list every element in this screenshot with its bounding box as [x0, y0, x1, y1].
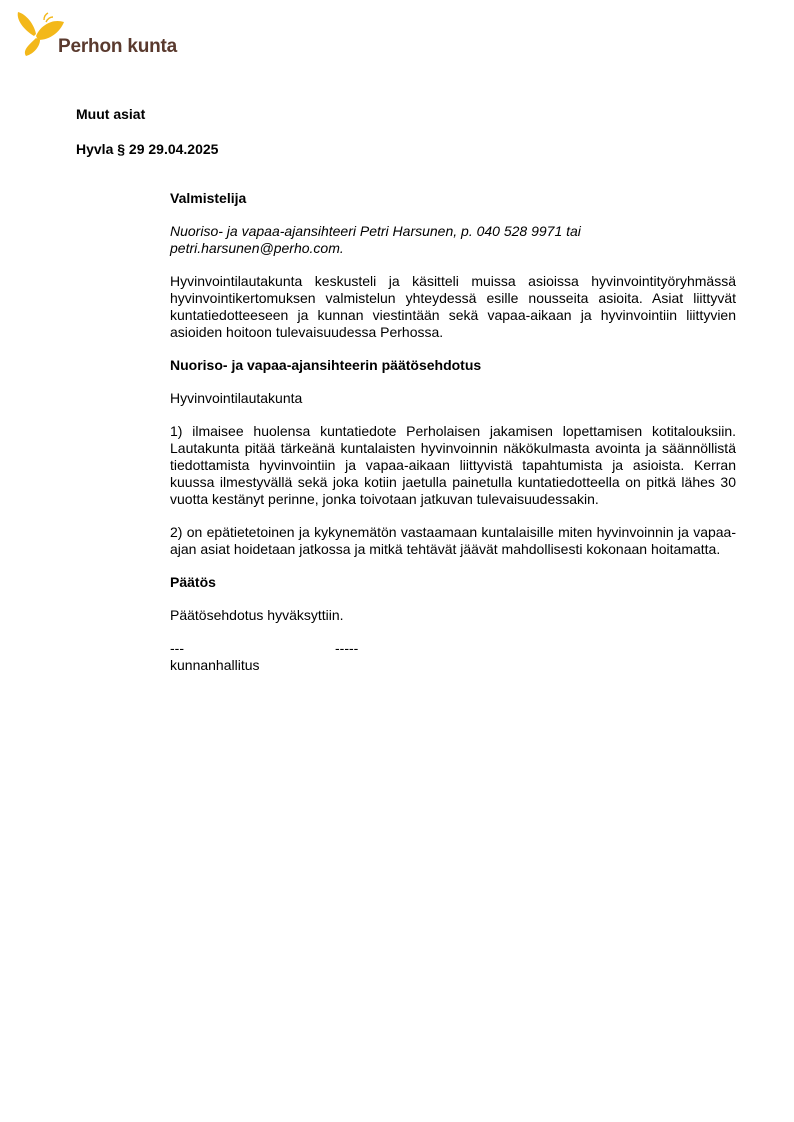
- preparer-line-2: petri.harsunen@perho.com.: [170, 240, 344, 256]
- proposal-body-name: Hyvinvointilautakunta: [170, 390, 303, 406]
- proposal-item-2: 2) on epätietetoinen ja kykynemätön vastaamaan kuntalaisille miten hyvinvoinnin ja vapaa-ajan asiat hoidetaan jatkossa ja mitkä tehtävät jäävät mahdollisesti kokonaan hoitamatta.: [170, 524, 736, 557]
- logo-text: Perhon kunta: [58, 36, 178, 57]
- minutes-content: [170, 190, 736, 674]
- background-paragraph: Hyvinvointilautakunta keskusteli ja käsitteli muissa asioissa hyvinvointityöryhmässä hyvinvointikertomuksen valmistelun yhteydessä esille nousseita asioita. Asiat liittyvät kuntatiedotteeseen ja kunnan viestintään sekä vapaa-aikaan ja hyvinvointiin liittyvien asioiden hoitoon tulevaisuudessa Perhossa.: [170, 273, 736, 340]
- preparer-line-1: Nuoriso- ja vapaa-ajansihteeri Petri Harsunen, p. 040 528 9971 tai: [170, 223, 581, 239]
- perhon-kunta-logo: [14, 10, 184, 60]
- signature-left: ---: [170, 640, 184, 656]
- section-reference: Hyvla § 29 29.04.2025: [76, 141, 219, 157]
- section-title: Muut asiat: [76, 106, 146, 122]
- decision-text: Päätösehdotus hyväksyttiin.: [170, 607, 344, 623]
- decision-heading: Päätös: [170, 574, 216, 590]
- proposal-item-1: 1) ilmaisee huolensa kuntatiedote Perholaisen jakamisen lopettamisen kotitalouksiin. Lautakunta pitää tärkeänä kuntalaisten hyvinvoinnin näkökulmasta avointa ja säännöllistä tiedottamista hyvinvointiin ja vapaa-aikaan liittyvistä tapahtumista ja asioista. Kerran kuussa ilmestyvällä sekä joka kotiin jaetulla painetulla kuntatiedotteella on pitkä lähes 30 vuotta kestänyt perinne, jonka toivotaan jatkuvan tulevaisuudessakin.: [170, 423, 736, 507]
- recipient: kunnanhallitus: [170, 657, 260, 673]
- signature-row: [170, 640, 736, 657]
- signature-right: -----: [335, 640, 359, 656]
- proposal-heading: Nuoriso- ja vapaa-ajansihteerin päätösehdotus: [170, 357, 482, 373]
- valmistelija-heading: Valmistelija: [170, 190, 247, 206]
